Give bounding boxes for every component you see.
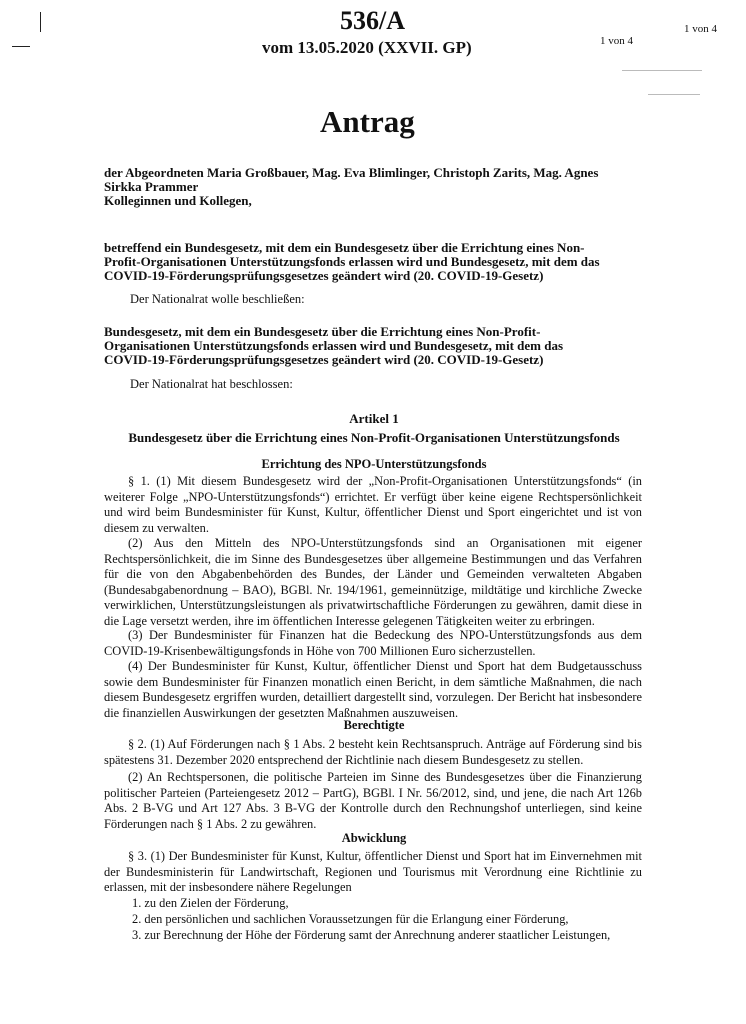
paragraph: § 2. (1) Auf Förderungen nach § 1 Abs. 2 besteht kein Rechtsanspruch. Anträge auf Förderung sind bis spätestens 31. Dezember 2020 entsprechend der Richtlinie nach diesem Bundesgesetz zu stellen. xyxy=(104,737,642,767)
paragraph: (2) Aus den Mitteln des NPO-Unterstützungsfonds sind an Organisationen mit eigener Rechtspersönlichkeit, die im Sinne des Bundesgesetzes über allgemeine Bestimmungen und das Verfahren für die von den Abgabenbehörden des Bundes, der Länder und Gemeinden verwalteten Abgaben (Bundesabgabenordnung – BAO), BGBl. Nr. 194/1961, gemeinnützige, mildtätige und kirchliche Zwecke verwirklichen, Unterstützungsleistungen als privatwirtschaftliche Förderungen zu gewähren, damit diese in die Lage versetzt werden, ihre im öffentlichen Interesse gelegenen Tätigkeiten weiter zu erbringen. xyxy=(104,536,642,628)
document-date: vom 13.05.2020 (XXVII. GP) xyxy=(262,38,472,57)
subject-line: COVID-19-Förderungsprüfungsgesetzes geändert wird (20. COVID-19-Gesetz) xyxy=(104,268,544,283)
subject-line: betreffend ein Bundesgesetz, mit dem ein Bundesgesetz über die Errichtung eines Non- xyxy=(104,240,585,255)
page-indicator: 1 von 4 xyxy=(600,35,633,47)
document-number: 536/A xyxy=(340,6,405,35)
sponsors-line: Sirkka Prammer xyxy=(104,179,199,194)
paragraph: § 3. (1) Der Bundesminister für Kunst, Kultur, öffentlicher Dienst und Sport hat im Einvernehmen mit der Bundesministerin für Landwirtschaft, Regionen und Tourismus mit Verordnung eine Richtlinie zu erlassen, mit der insbesondere nähere Regelungen xyxy=(104,849,642,895)
page-indicator-corner: 1 von 4 xyxy=(684,23,717,35)
scan-mark xyxy=(40,12,41,32)
sponsors-line: Kolleginnen und Kollegen, xyxy=(104,193,252,208)
resolve-intro: Der Nationalrat wolle beschließen: xyxy=(130,292,305,306)
subject-block xyxy=(104,241,644,283)
document-title: Antrag xyxy=(320,104,415,139)
list-item: 1. zu den Zielen der Förderung, xyxy=(132,896,289,910)
section-heading: Abwicklung xyxy=(341,831,407,845)
scan-mark xyxy=(648,94,700,95)
section-heading: Errichtung des NPO-Unterstützungsfonds xyxy=(261,457,487,471)
law-title-block xyxy=(104,325,644,367)
article-label: Artikel 1 xyxy=(349,411,399,426)
paragraph: (3) Der Bundesminister für Finanzen hat die Bedeckung des NPO-Unterstützungsfonds aus dem COVID-19-Krisenbewältigungsfonds in Höhe von 700 Millionen Euro sicherzustellen. xyxy=(104,628,642,658)
subject-line: Profit-Organisationen Unterstützungsfonds erlassen wird und Bundesgesetz, mit dem das xyxy=(104,254,600,269)
section-heading: Berechtigte xyxy=(343,718,405,732)
law-title-line: COVID-19-Förderungsprüfungsgesetzes geändert wird (20. COVID-19-Gesetz) xyxy=(104,352,544,367)
list-item: 3. zur Berechnung der Höhe der Förderung samt der Anrechnung anderer staatlicher Leistungen, xyxy=(132,928,611,942)
scan-mark xyxy=(12,46,30,47)
list-item: 2. den persönlichen und sachlichen Voraussetzungen für die Erlangung einer Förderung, xyxy=(132,912,569,926)
law-title-line: Bundesgesetz, mit dem ein Bundesgesetz über die Errichtung eines Non-Profit- xyxy=(104,324,541,339)
resolved-statement: Der Nationalrat hat beschlossen: xyxy=(130,377,293,391)
paragraph: § 1. (1) Mit diesem Bundesgesetz wird der „Non-Profit-Organisationen Unterstützungsfonds“ (in weiterer Folge „NPO-Unterstützungsfonds“) errichtet. Er verfügt über keine eigene Rechtspersönlichkeit und wird beim Bundesminister für Kunst, Kultur, öffentlicher Dienst und Sport eingerichtet und ist von diesem zu verwalten. xyxy=(104,474,642,535)
sponsors-line: der Abgeordneten Maria Großbauer, Mag. Eva Blimlinger, Christoph Zarits, Mag. Agnes xyxy=(104,165,599,180)
article-title: Bundesgesetz über die Errichtung eines Non-Profit-Organisationen Unterstützungsfonds xyxy=(128,430,620,445)
law-title-line: Organisationen Unterstützungsfonds erlassen wird und Bundesgesetz, mit dem das xyxy=(104,338,564,353)
scan-mark xyxy=(622,70,702,71)
paragraph: (2) An Rechtspersonen, die politische Parteien im Sinne des Bundesgesetzes über die Finanzierung politischer Parteien (Parteiengesetz 2012 – PartG), BGBl. I Nr. 56/2012, sind, und jene, die nach Art 126b Abs. 2 B-VG und Art 127 Abs. 3 B-VG der Kontrolle durch den Rechnungshof unterliegen, sind keine Förderungen nach § 1 Abs. 2 zu gewähren. xyxy=(104,770,642,831)
sponsors-block xyxy=(104,166,644,208)
paragraph: (4) Der Bundesminister für Kunst, Kultur, öffentlicher Dienst und Sport hat dem Budgetausschuss sowie dem Bundesminister für Finanzen monatlich einen Bericht, in dem sämtliche Maßnahmen, die nach diesem Bundesgesetz ergriffen wurden, detailliert dargestellt sind, vorzulegen. Der Bericht hat insbesondere die finanziellen Auswirkungen der gesetzten Maßnahmen auszuweisen. xyxy=(104,659,642,720)
